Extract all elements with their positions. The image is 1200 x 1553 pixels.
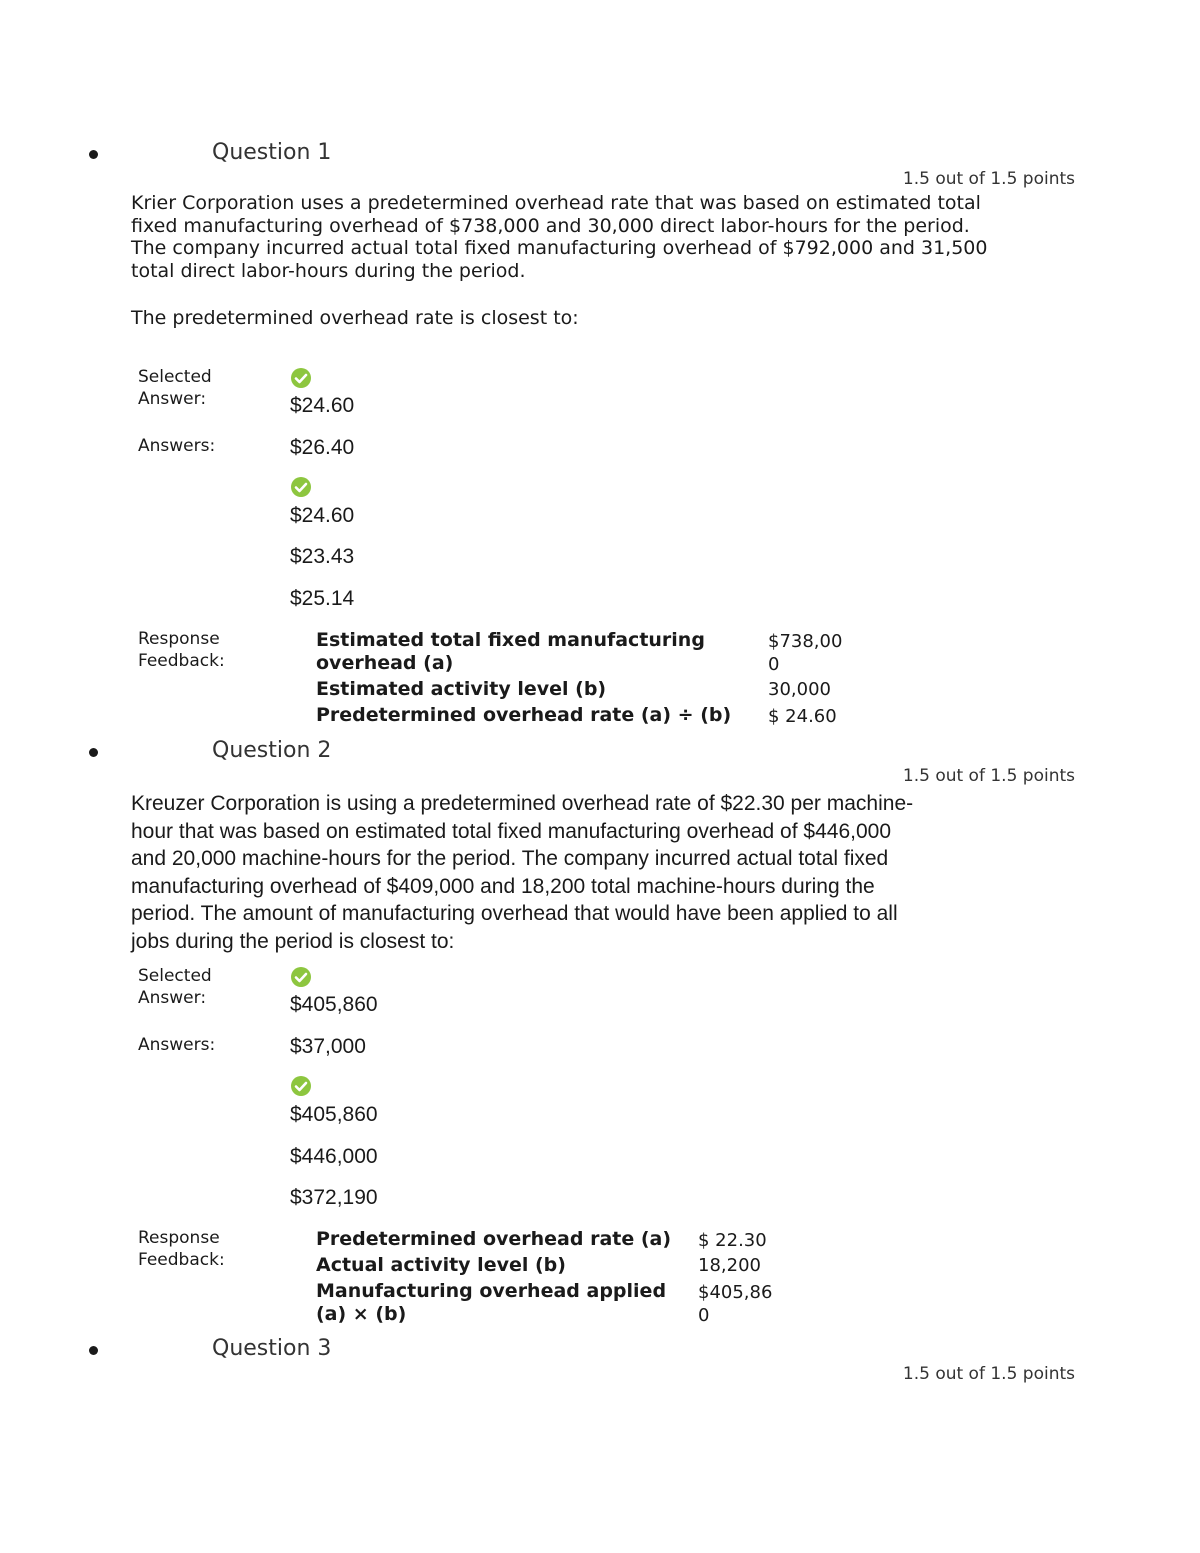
- feedback-row-label: Predetermined overhead rate (a) ÷ (b): [316, 704, 732, 726]
- question-text-line: fixed manufacturing overhead of $738,000 and 30,000 direct labor-hours for the period.: [131, 214, 970, 237]
- response-feedback-label-line: Feedback:: [138, 651, 225, 671]
- bullet-icon: [89, 1346, 98, 1355]
- feedback-row-value: 30,000: [768, 679, 831, 700]
- question-text-line: hour that was based on estimated total fixed manufacturing overhead of $446,000: [131, 819, 891, 843]
- answer-option: $405,860: [290, 1103, 378, 1126]
- response-feedback-label: [138, 1227, 225, 1271]
- bullet-icon: [89, 748, 98, 757]
- question-text-line: total direct labor-hours during the period.: [131, 259, 526, 282]
- question-title: Question 2: [212, 738, 332, 763]
- response-feedback-label: [138, 628, 225, 672]
- selected-answer-value: $405,860: [290, 993, 378, 1016]
- selected-answer-label-line: Answer:: [138, 988, 207, 1008]
- feedback-row-value: $ 22.30: [698, 1230, 767, 1251]
- question-text-line: jobs during the period is closest to:: [131, 929, 455, 953]
- selected-answer-value: $24.60: [290, 394, 355, 417]
- selected-answer-label-line: Selected: [138, 367, 212, 387]
- question-text-line: manufacturing overhead of $409,000 and 18,200 total machine-hours during the: [131, 874, 875, 898]
- feedback-row-label: [316, 629, 705, 675]
- answer-option: $37,000: [290, 1035, 366, 1058]
- feedback-row-value-line: $405,86: [698, 1282, 773, 1303]
- check-circle-icon: [290, 367, 312, 389]
- question-points: 1.5 out of 1.5 points: [902, 1364, 1075, 1384]
- question-text-line: period. The amount of manufacturing overhead that would have been applied to all: [131, 902, 898, 925]
- question-title: Question 1: [212, 140, 332, 165]
- question-text: [131, 192, 1031, 282]
- feedback-row-value-line: $738,00: [768, 631, 843, 652]
- selected-answer-label-line: Answer:: [138, 389, 207, 409]
- question-points: 1.5 out of 1.5 points: [902, 766, 1075, 786]
- answer-option: $446,000: [290, 1145, 378, 1168]
- selected-answer-label-line: Selected: [138, 966, 212, 986]
- response-feedback-label-line: Response: [138, 1228, 220, 1248]
- question-text-line: The company incurred actual total fixed manufacturing overhead of $792,000 and 31,500: [131, 237, 988, 259]
- check-circle-icon: [290, 966, 312, 988]
- feedback-row-label: Predetermined overhead rate (a): [316, 1228, 672, 1250]
- answer-option: $26.40: [290, 436, 355, 459]
- response-feedback-label-line: Response: [138, 629, 220, 649]
- feedback-row-label: [316, 1280, 666, 1326]
- question-title: Question 3: [212, 1336, 332, 1361]
- feedback-row-label: Estimated activity level (b): [316, 678, 607, 700]
- check-circle-icon: [290, 476, 312, 498]
- question-text: [131, 790, 1031, 955]
- feedback-row-value: $ 24.60: [768, 706, 837, 727]
- response-feedback-label-line: Feedback:: [138, 1250, 225, 1270]
- feedback-row-label-line: (a) × (b): [316, 1303, 407, 1325]
- question-text-line: Krier Corporation uses a predetermined overhead rate that was based on estimated total: [131, 192, 981, 214]
- question-prompt: The predetermined overhead rate is closest to:: [131, 307, 579, 329]
- feedback-row-value: [698, 1281, 772, 1327]
- feedback-row-value-line: 0: [698, 1305, 710, 1326]
- selected-answer-label: [138, 366, 212, 410]
- answer-option: $24.60: [290, 504, 355, 527]
- question-points: 1.5 out of 1.5 points: [902, 169, 1075, 189]
- feedback-row-value: 18,200: [698, 1255, 761, 1276]
- bullet-icon: [89, 150, 98, 159]
- feedback-row-value-line: 0: [768, 654, 780, 675]
- answers-label: Answers:: [138, 1035, 216, 1055]
- feedback-row-value: [768, 630, 842, 676]
- answers-label: Answers:: [138, 436, 216, 456]
- check-circle-icon: [290, 1075, 312, 1097]
- question-text-line: Kreuzer Corporation is using a predetermined overhead rate of $22.30 per machine-: [131, 792, 914, 815]
- question-text-line: and 20,000 machine-hours for the period. The company incurred actual total fixed: [131, 847, 889, 870]
- answer-option: $372,190: [290, 1186, 378, 1209]
- answer-option: $25.14: [290, 587, 355, 610]
- feedback-row-label-line: overhead (a): [316, 652, 454, 674]
- feedback-row-label: Actual activity level (b): [316, 1254, 566, 1276]
- answer-option: $23.43: [290, 545, 355, 568]
- feedback-row-label-line: Estimated total fixed manufacturing: [316, 629, 705, 651]
- feedback-row-label-line: Manufacturing overhead applied: [316, 1280, 667, 1302]
- selected-answer-label: [138, 965, 212, 1009]
